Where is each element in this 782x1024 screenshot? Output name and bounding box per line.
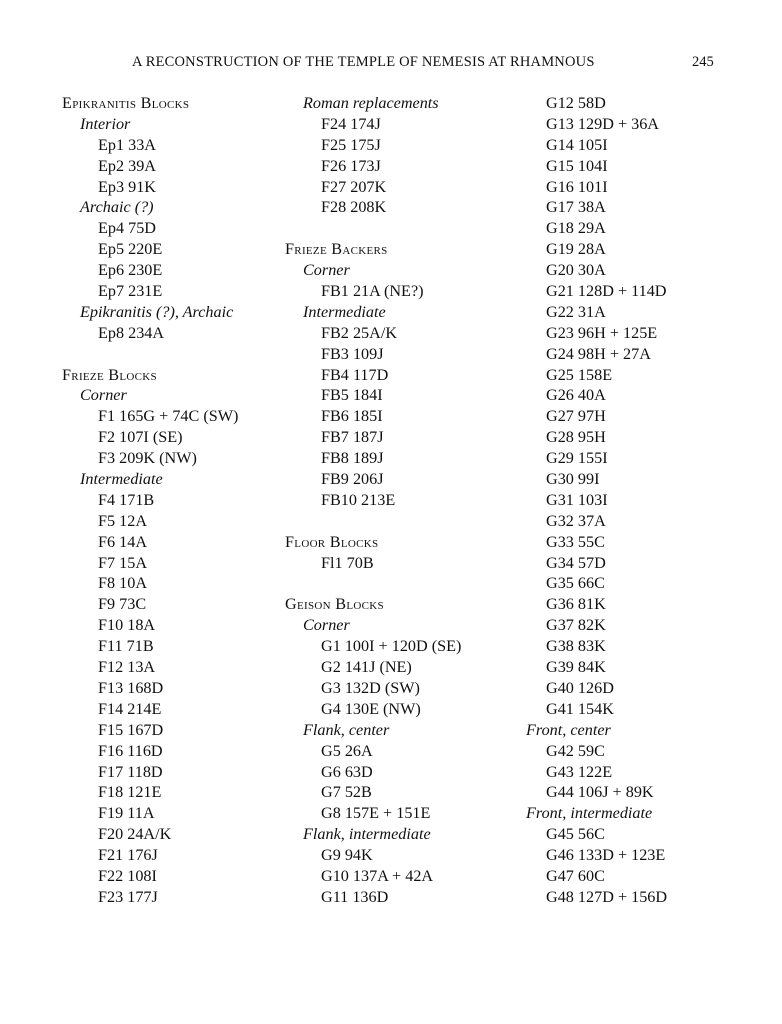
block-entry: G11 136D <box>321 887 389 906</box>
block-entry: F9 73C <box>98 595 147 614</box>
subsection-heading: Interior <box>80 114 131 133</box>
block-entry: G48 127D + 156D <box>546 887 668 906</box>
block-entry: F25 175J <box>321 135 381 154</box>
block-entry: Ep8 234A <box>98 323 165 342</box>
block-entry: G7 52B <box>321 783 372 802</box>
block-entry: G22 31A <box>546 302 606 321</box>
block-entry: F16 116D <box>98 741 163 760</box>
catalog-column-1 <box>62 93 238 908</box>
block-entry: G45 56C <box>546 825 605 844</box>
block-entry: Ep6 230E <box>98 261 163 280</box>
block-entry: G24 98H + 27A <box>546 344 651 363</box>
block-entry: G10 137A + 42A <box>321 866 434 885</box>
block-entry: G42 59C <box>546 741 605 760</box>
block-entry: F6 14A <box>98 532 148 551</box>
block-entry: Ep2 39A <box>98 156 156 175</box>
block-entry: FB5 184I <box>321 386 383 405</box>
block-entry: G12 58D <box>546 94 606 112</box>
block-entry: G39 84K <box>546 658 606 677</box>
block-entry: G40 126D <box>546 678 614 697</box>
block-entry: F15 167D <box>98 720 164 739</box>
block-entry: F19 11A <box>98 804 155 823</box>
block-entry: G28 95H <box>546 428 606 447</box>
block-entry: G35 66C <box>546 574 605 593</box>
blank-line <box>285 218 461 239</box>
block-entry: G9 94K <box>321 846 373 865</box>
block-entry: G6 63D <box>321 762 373 781</box>
block-entry: G43 122E <box>546 762 613 781</box>
block-entry: G29 155I <box>546 449 608 468</box>
page-number: 245 <box>692 54 714 70</box>
block-entry: F11 71B <box>98 637 154 656</box>
block-entry: G27 97H <box>546 407 606 426</box>
block-entry: G13 129D + 36A <box>546 114 659 133</box>
block-entry: F27 207K <box>321 177 387 196</box>
catalog-column-2 <box>285 93 461 908</box>
block-entry: G37 82K <box>546 616 606 635</box>
block-entry: FB3 109J <box>321 344 384 363</box>
block-entry: FB2 25A/K <box>321 323 398 342</box>
blank-line <box>285 573 461 594</box>
block-entry: F23 177J <box>98 887 158 906</box>
block-entry: FB7 187J <box>321 428 384 447</box>
section-heading: Geison Blocks <box>285 595 384 614</box>
block-entry: G20 30A <box>546 261 606 280</box>
blank-line <box>62 344 238 365</box>
block-entry: F21 176J <box>98 846 158 865</box>
block-entry: F3 209K (NW) <box>98 449 197 468</box>
catalog-column-3 <box>526 93 667 908</box>
block-entry: F28 208K <box>321 198 387 217</box>
subsection-heading: Front, center <box>526 720 611 739</box>
blank-line <box>285 511 461 532</box>
subsection-heading: Flank, intermediate <box>303 825 431 844</box>
subsection-heading: Intermediate <box>80 470 163 489</box>
block-entry: G14 105I <box>546 135 608 154</box>
block-entry: G19 28A <box>546 240 606 259</box>
block-entry: F22 108I <box>98 866 157 885</box>
running-header <box>0 54 782 76</box>
subsection-heading: Flank, center <box>303 720 390 739</box>
block-entry: G41 154K <box>546 699 614 718</box>
block-entry: FB10 213E <box>321 490 396 509</box>
block-entry: G36 81K <box>546 595 606 614</box>
subsection-heading: Epikranitis (?), Archaic <box>80 302 234 321</box>
block-entry: F4 171B <box>98 490 155 509</box>
block-entry: G44 106J + 89K <box>546 783 654 802</box>
block-entry: G4 130E (NW) <box>321 699 421 718</box>
block-entry: G34 57D <box>546 553 606 572</box>
block-entry: F24 174J <box>321 114 381 133</box>
block-entry: F1 165G + 74C (SW) <box>98 407 239 426</box>
block-entry: Ep3 91K <box>98 177 156 196</box>
block-entry: F13 168D <box>98 678 164 697</box>
block-entry: G23 96H + 125E <box>546 323 658 342</box>
block-entry: G38 83K <box>546 637 606 656</box>
block-entry: F17 118D <box>98 762 163 781</box>
block-entry: G16 101I <box>546 177 608 196</box>
block-entry: G3 132D (SW) <box>321 678 420 697</box>
block-entry: G2 141J (NE) <box>321 658 412 677</box>
block-entry: Ep5 220E <box>98 240 163 259</box>
block-entry: G8 157E + 151E <box>321 804 431 823</box>
block-entry: F8 10A <box>98 574 148 593</box>
block-entry: G31 103I <box>546 490 608 509</box>
block-entry: G46 133D + 123E <box>546 846 666 865</box>
block-entry: G1 100I + 120D (SE) <box>321 637 462 656</box>
subsection-heading: Intermediate <box>303 302 386 321</box>
block-entry: F14 214E <box>98 699 162 718</box>
block-entry: Ep4 75D <box>98 219 156 238</box>
block-entry: Ep1 33A <box>98 135 156 154</box>
block-entry: G32 37A <box>546 511 606 530</box>
block-entry: F5 12A <box>98 511 148 530</box>
block-entry: FB1 21A (NE?) <box>321 282 424 301</box>
block-entry: G33 55C <box>546 532 605 551</box>
block-entry: F7 15A <box>98 553 148 572</box>
section-heading: Frieze Blocks <box>62 365 157 384</box>
block-entry: G15 104I <box>546 156 608 175</box>
block-entry: F20 24A/K <box>98 825 172 844</box>
block-entry: G30 99I <box>546 470 600 489</box>
subsection-heading: Corner <box>303 616 350 635</box>
block-entry: F12 13A <box>98 658 156 677</box>
block-entry: Ep7 231E <box>98 282 163 301</box>
block-entry: F2 107I (SE) <box>98 428 183 447</box>
block-entry: FB9 206J <box>321 470 384 489</box>
block-entry: G17 38A <box>546 198 606 217</box>
subsection-heading: Archaic (?) <box>80 198 154 217</box>
block-entry: F10 18A <box>98 616 156 635</box>
block-entry: G47 60C <box>546 866 605 885</box>
block-entry: F18 121E <box>98 783 162 802</box>
section-heading: Frieze Backers <box>285 240 388 259</box>
block-entry: G5 26A <box>321 741 373 760</box>
subsection-heading: Corner <box>80 386 127 405</box>
block-entry: FB4 117D <box>321 365 389 384</box>
block-entry: Fl1 70B <box>321 553 374 572</box>
section-heading: Floor Blocks <box>285 532 379 551</box>
block-entry: G25 158E <box>546 365 613 384</box>
subsection-heading: Corner <box>303 261 350 280</box>
block-entry: FB8 189J <box>321 449 384 468</box>
running-title: A RECONSTRUCTION OF THE TEMPLE OF NEMESIS AT RHAMNOUS <box>132 54 595 70</box>
block-entry: FB6 185I <box>321 407 383 426</box>
section-heading: Epikranitis Blocks <box>62 94 190 112</box>
subsection-heading: Front, intermediate <box>526 804 653 823</box>
subsection-heading: Roman replacements <box>303 94 439 112</box>
block-entry: F26 173J <box>321 156 381 175</box>
block-entry: G26 40A <box>546 386 606 405</box>
block-entry: G18 29A <box>546 219 606 238</box>
block-entry: G21 128D + 114D <box>546 282 667 301</box>
